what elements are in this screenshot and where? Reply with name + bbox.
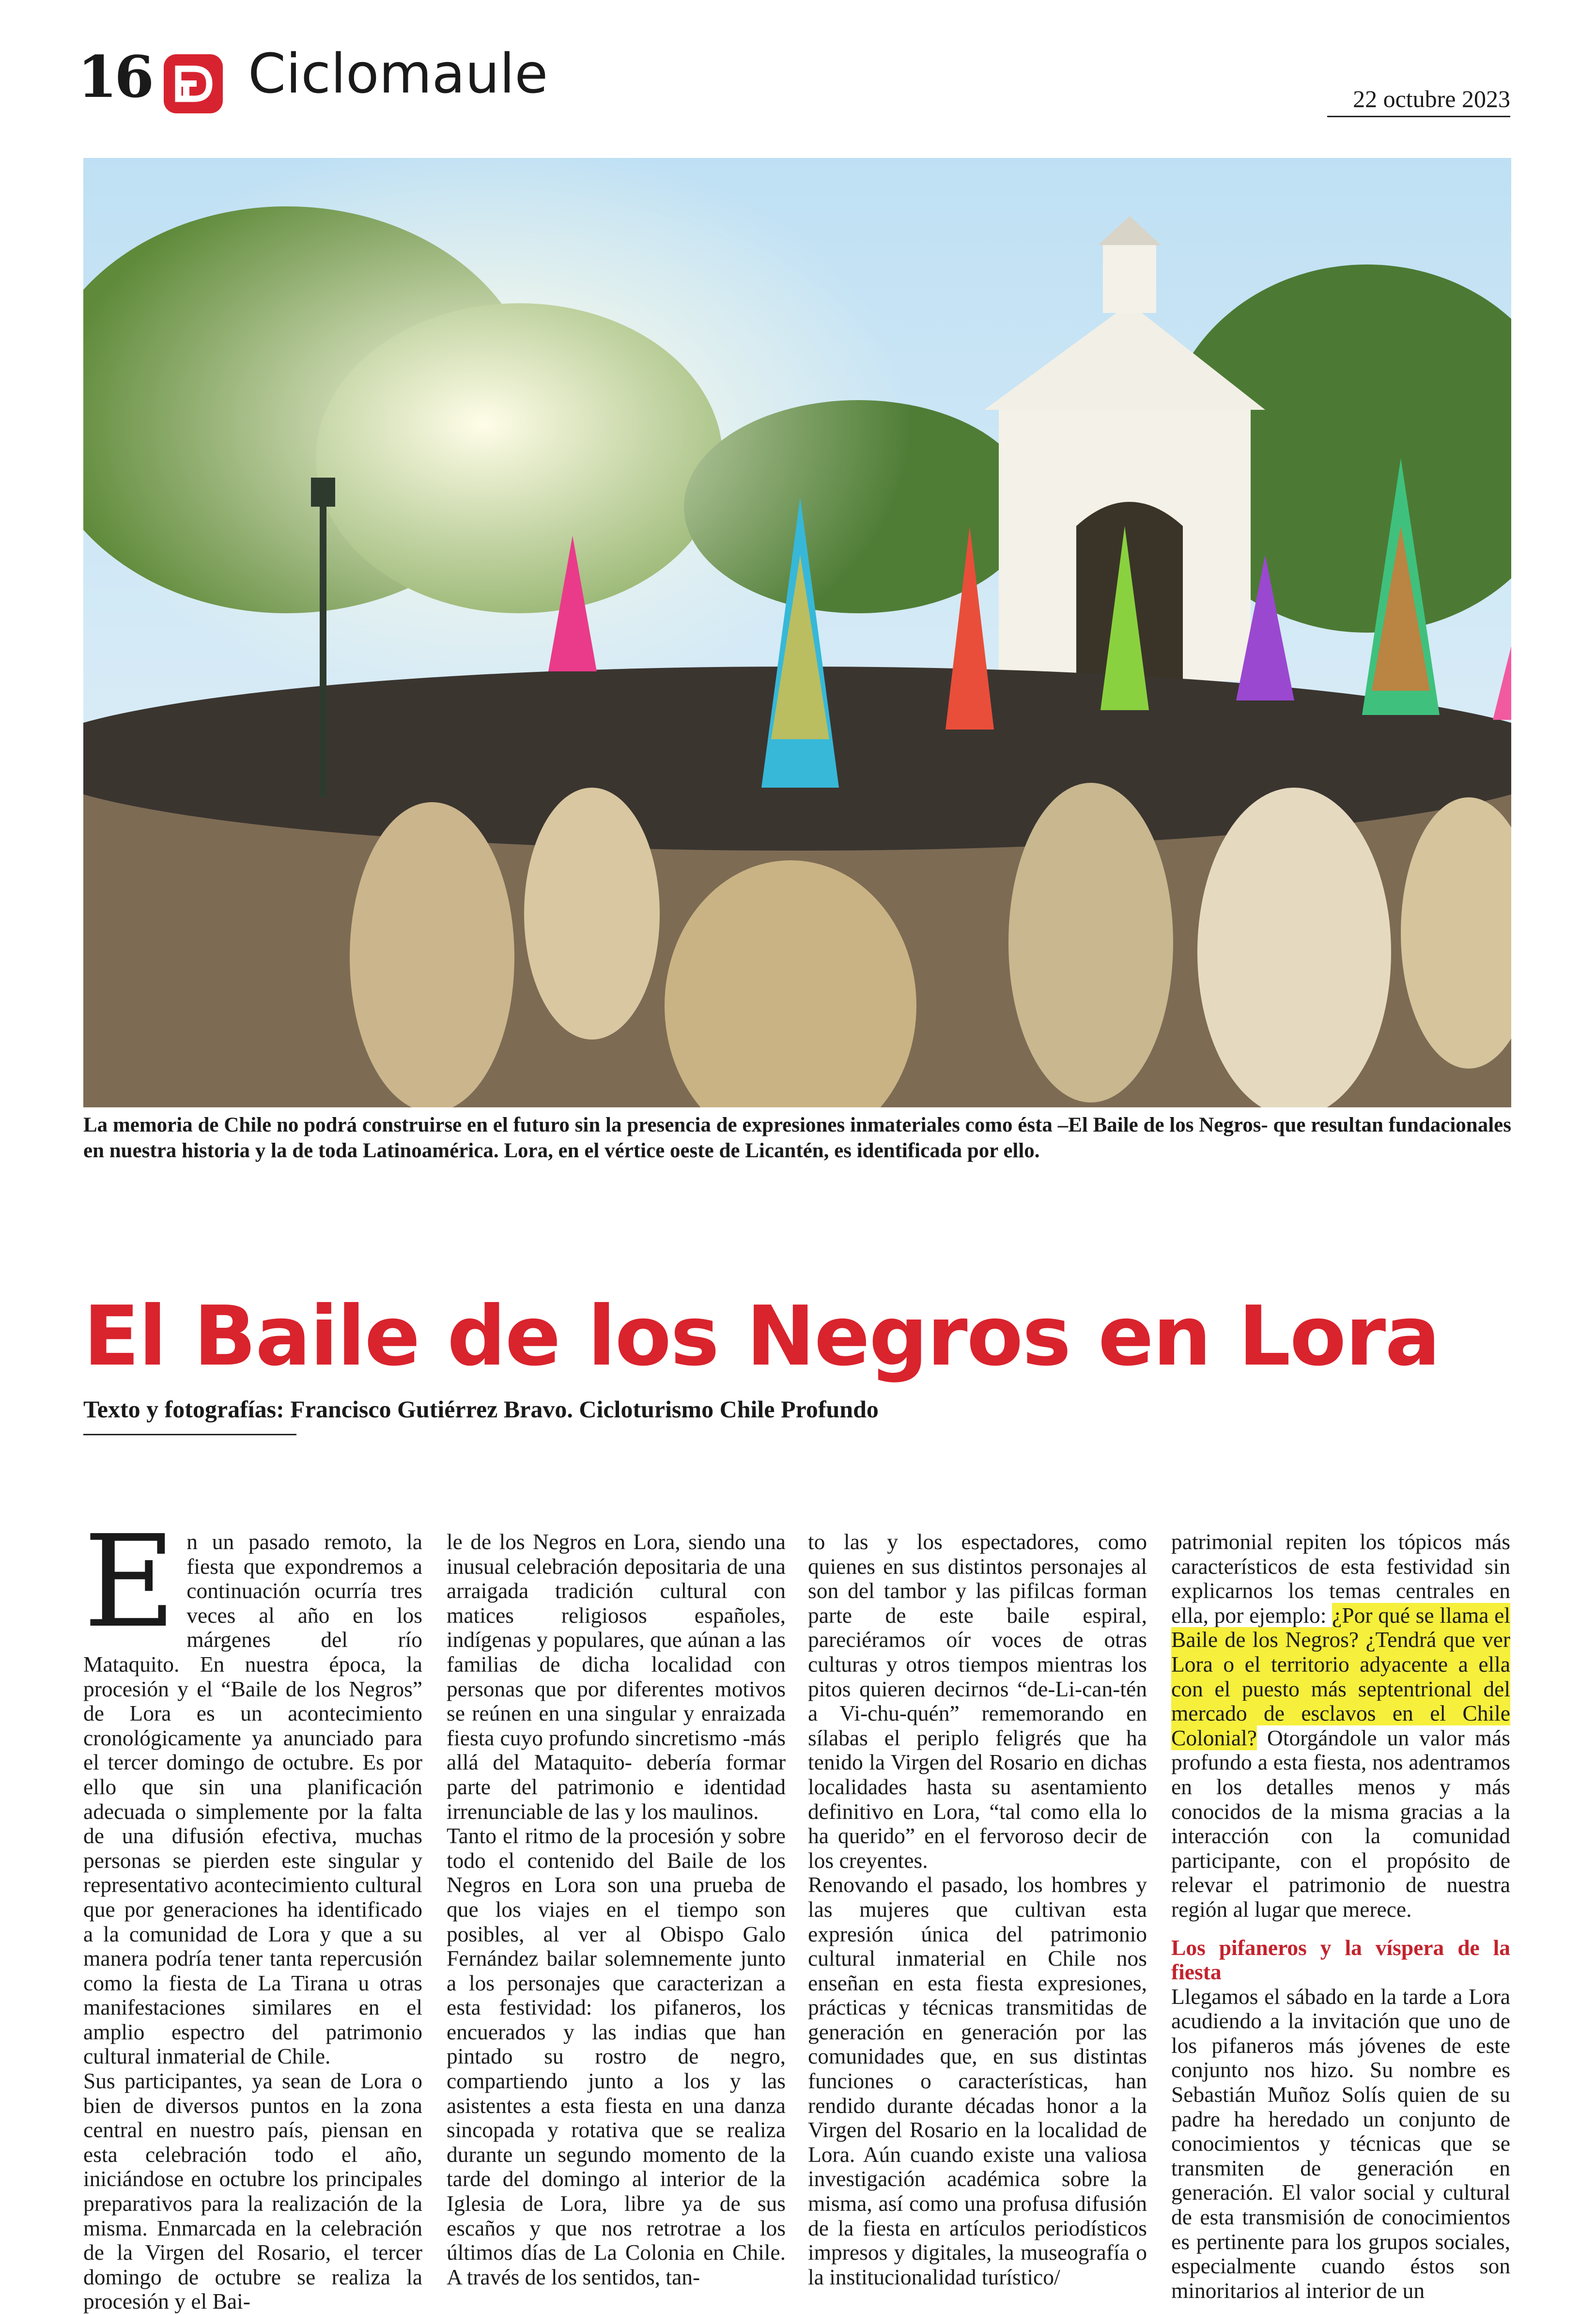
page-number: 16 xyxy=(77,43,152,110)
festival-photo-illustration xyxy=(83,158,1511,1107)
photo-caption: La memoria de Chile no podrá construirse en el futuro sin la presencia de expresiones inmateriales como ésta –El Baile de los Negros- que resultan fundacionales en nuestra historia y la de toda Latinoamérica. Lora, en el vértice oeste de Licantén, es identificada por ello. xyxy=(83,1114,1511,1162)
paragraph xyxy=(83,1508,422,2069)
article-column-4 xyxy=(1171,1530,1510,2303)
paragraph: Tanto el ritmo de la procesión y sobre todo el contenido del Baile de los Negros en Lora son una prueba de que los viajes en el tiempo son posibles, al ver al Obispo Galo Fernández bailar solemnemente junto a los personajes que caracterizan a esta festividad: los pifaneros, los encuerados y las indias que han pintado su rostro de negro, compartiendo junto a los y las asistentes a esta fiesta en una danza sincopada y rotativa que se realiza durante un segundo momento de la tarde del domingo al interior de la Iglesia de Lora, libre ya de sus escaños y que nos retrotrae a los últimos días de La Colonia en Chile. A través de los sentidos, tan- xyxy=(447,1823,786,2289)
article-column-2 xyxy=(447,1530,786,2289)
paragraph-text: n un pasado remoto, la fiesta que expondremos a continuación ocurría tres veces al año en los márgenes del río Mataquito. En nuestra época, la procesión y el “Baile de los Negros” de Lora es un acontecimiento cronológicamente ya anunciado para el tercer domingo de octubre. Es por ello que sin una planificación adecuada o simplemente por la falta de una difusión efectiva, muchas personas se pierden este singular y representativo acontecimiento cultural que por generaciones ha identificado a la comunidad de Lora y que a su manera podría tener tanta repercusión como la fiesta de La Tirana u otras manifestaciones similares en el amplio espectro del patrimonio cultural inmaterial de Chile. xyxy=(83,1529,422,2069)
paragraph-text: Otorgándole un valor más profundo a esta fiesta, nos adentramos en los detalles menos y más conocidos de la misma gracias a la interacción con la comunidad participante, con el propósito de relevar el patrimonio de nuestra región al lugar que merece. xyxy=(1171,1725,1510,1922)
section-subheading: Los pifaneros y la víspera de la fiesta xyxy=(1171,1935,1510,1985)
paragraph: Sus participantes, ya sean de Lora o bien de diversos puntos en la zona central en nuestro país, piensan en esta celebración todo el año, iniciándose en octubre los principales preparativos para la realización de la misma. Enmarcada en la celebración de la Virgen del Rosario, el tercer domingo de octubre se realiza la procesión y el Bai- xyxy=(83,2068,422,2314)
paragraph: Renovando el pasado, los hombres y las mujeres que cultivan esta expresión única del patrimonio cultural inmaterial en Chile nos enseñan en esta fiesta expresiones, prácticas y técnicas transmitidas de generación en generación por las comunidades que, en sus distintas funciones o características, han rendido durante décadas honor a la Virgen del Rosario en la localidad de Lora. Aún cuando existe una valiosa investigación académica sobre la misma, así como una profusa difusión de la fiesta en artículos periodísticos impresos y digitales, la museografía o la institucionalidad turístico/ xyxy=(808,1872,1147,2289)
newspaper-logo xyxy=(164,54,223,113)
paragraph: to las y los espectadores, como quienes en sus distintos personajes al son del tambor y las pifilcas forman parte de este baile espiral, pareciéramos oír voces de otras culturas y otros tiempos mientras los pitos quieren decirnos “de-Li-can-tén a Vi-chu-quén” rememorando en sílabas el periplo feligrés que ha tenido la Virgen del Rosario en dichas localidades hasta su asentamiento definitivo en Lora, “tal como ella lo ha querido” en el fervoroso decir de los creyentes. xyxy=(808,1529,1147,1873)
highlighted-question: ¿Por qué se llama el Baile de los Negros? ¿Tendrá que ver Lora o el territorio adyacente a ella con el puesto más septentrional del mercado de esclavos en el Chile Colonial? xyxy=(1171,1602,1511,1750)
article-title: El Baile de los Negros en Lora xyxy=(83,1288,1440,1384)
festival-photo xyxy=(83,158,1511,1107)
issue-date: 22 octubre 2023 xyxy=(1327,85,1510,117)
byline-rule xyxy=(83,1434,296,1435)
article-column-1 xyxy=(83,1508,422,2314)
drop-cap: E xyxy=(83,1508,176,1656)
article-column-3 xyxy=(808,1530,1147,2289)
paragraph: le de los Negros en Lora, siendo una inusual celebración depositaria de una arraigada tradición cultural con matices religiosos españoles, indígenas y populares, que aúnan a las familias de dicha localidad con personas que por diferentes motivos se reúnen en una singular y enraizada fiesta cuyo profundo sincretismo -más allá del Mataquito- debería formar parte del patrimonio e identidad irrenunciable de las y los maulinos. xyxy=(447,1529,786,1824)
paragraph: Llegamos el sábado en la tarde a Lora acudiendo a la invitación que uno de los pifaneros más jóvenes de este conjunto nos hizo. Su nombre es Sebastián Muñoz Solís quien de su padre ha heredado un conjunto de conocimientos y técnicas que se transmiten de generación en generación. El valor social y cultural de esta transmisión de conocimientos es pertinente para los grupos sociales, especialmente cuando éstos son minoritarios al interior de un xyxy=(1171,1984,1510,2303)
paragraph-text: patrimonial repiten los tópicos más característicos de esta festividad sin explicarnos los temas centrales en ella, por ejemplo: xyxy=(1171,1529,1510,1628)
byline: Texto y fotografías: Francisco Gutiérrez Bravo. Cicloturismo Chile Profundo xyxy=(83,1396,879,1423)
paragraph xyxy=(1171,1530,1510,1922)
section-name: Ciclomaule xyxy=(248,43,548,106)
